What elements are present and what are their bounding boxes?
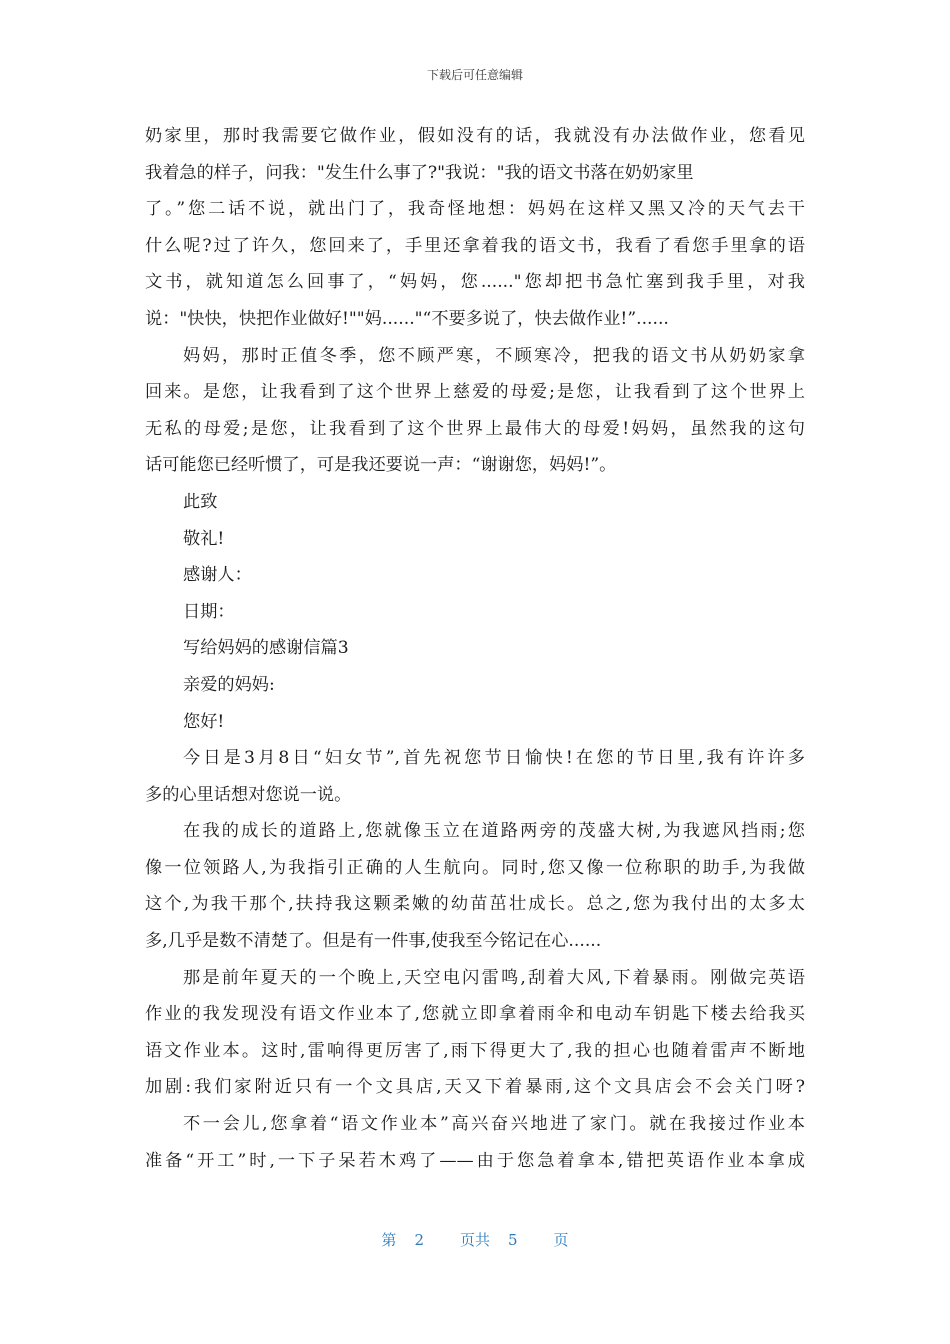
page-footer [0,1229,950,1250]
text-line: 不一会儿,您拿着“语文作业本”高兴奋兴地进了家门。就在我接过作业本 [183,1114,805,1135]
text-line: 在我的成长的道路上,您就像玉立在道路两旁的茂盛大树,为我遮风挡雨;您 [183,821,805,842]
text-line: 加剧:我们家附近只有一个文具店,天又下着暴雨,这个文具店会不会关门呀? [145,1077,805,1098]
text-line: 今日是3月8日“妇女节”,首先祝您节日愉快!在您的节日里,我有许许多 [183,748,805,769]
footer-page-end-word: 页 [553,1231,569,1249]
text-line: 敬礼! [183,528,225,549]
text-line: 妈妈，那时正值冬季，您不顾严寒，不顾寒冷，把我的语文书从奶奶家拿 [183,345,805,366]
text-line: 日期： [183,601,235,622]
footer-total-pages: 5 [508,1231,518,1249]
document-body [145,118,805,1179]
text-line: 亲爱的妈妈: [183,674,275,695]
text-line: 感谢人： [183,565,252,586]
text-line: 多,几乎是数不清楚了。但是有一件事,使我至今铭记在心...... [145,931,602,952]
text-line: 像一位领路人,为我指引正确的人生航向。同时,您又像一位称职的助手,为我做 [145,857,805,878]
footer-current-page: 2 [414,1231,424,1249]
text-line: 奶家里，那时我需要它做作业，假如没有的话，我就没有办法做作业，您看见 [145,126,805,146]
text-line: 回来。是您，让我看到了这个世界上慈爱的母爱;是您，让我看到了这个世界上 [145,382,805,403]
text-line: 我着急的样子，问我："发生什么事了?"我说："我的语文书落在奶奶家里 [145,162,694,183]
text-line: 语文作业本。这时,雷响得更厉害了,雨下得更大了,我的担心也随着雷声不断地 [145,1040,805,1061]
text-line: 您好! [183,711,225,732]
text-line: 文书，就知道怎么回事了，“妈妈，您......"您却把书急忙塞到我手里，对我 [145,272,805,293]
text-line: 说："快快，快把作业做好!""妈......"“不要多说了，快去做作业!”...... [145,308,669,329]
text-line: 写给妈妈的感谢信篇3 [183,638,349,659]
page-header: 下载后可任意编辑 [426,68,523,82]
text-line: 话可能您已经听惯了，可是我还要说一声：“谢谢您，妈妈!”。 [145,455,617,476]
text-line: 这个,为我干那个,扶持我这颗柔嫩的幼苗茁壮成长。总之,您为我付出的太多太 [145,894,805,915]
footer-total-word: 页共 [459,1231,490,1249]
text-line: 准备“开工”时,一下子呆若木鸡了——由于您急着拿本,错把英语作业本拿成 [145,1150,805,1171]
text-line: 多的心里话想对您说一说。 [145,784,352,805]
text-line: 什么呢?过了许久，您回来了，手里还拿着我的语文书，我看了看您手里拿的语 [145,235,805,256]
text-line: 无私的母爱;是您，让我看到了这个世界上最伟大的母爱!妈妈，虽然我的这句 [145,418,805,439]
text-line: 此致 [183,491,218,512]
text-line: 作业的我发现没有语文作业本了,您就立即拿着雨伞和电动车钥匙下楼去给我买 [145,1004,805,1025]
footer-page-word: 第 [381,1231,397,1249]
text-line: 了。”您二话不说，就出门了，我奇怪地想：妈妈在这样又黑又冷的天气去干 [145,199,805,220]
text-line: 那是前年夏天的一个晚上,天空电闪雷鸣,刮着大风,下着暴雨。刚做完英语 [183,967,805,988]
